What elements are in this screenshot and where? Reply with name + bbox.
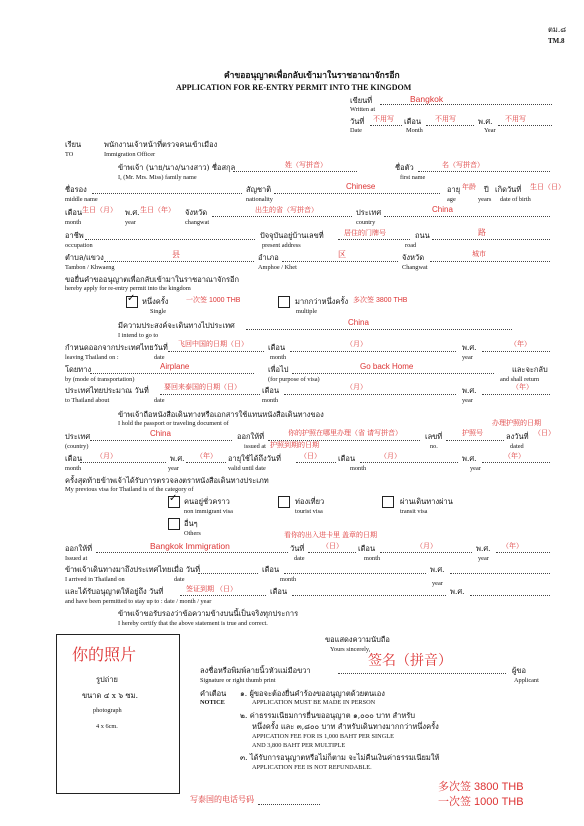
month-label-en: Month	[406, 127, 423, 134]
changwat-value[interactable]: 出生的省（写拼音）	[255, 207, 318, 214]
no-label-th: เลขที่	[425, 432, 443, 441]
photo-label-en: photograph	[93, 707, 122, 714]
road-label-en: road	[405, 242, 417, 249]
intend-line	[246, 329, 512, 330]
phone-note: 写泰国的电话号码	[190, 795, 254, 804]
certify-en: I hereby certify that the above statement is true and correct.	[118, 620, 268, 627]
officer-en: Immigration Officer	[104, 151, 156, 158]
apply-th: ขอยื่นคำขออนุญาตเพื่อกลับเข้ามาในราชอาณาจักรอีก	[65, 275, 240, 284]
return-about-en: to Thailand about	[65, 397, 110, 404]
issued2-month-value[interactable]: （月）	[416, 543, 437, 550]
permitted-value[interactable]: 签证到期	[186, 586, 214, 593]
issued2-year-line	[496, 552, 550, 553]
valid-year-line	[482, 462, 550, 463]
permitted-label-en: and have been permitted to stay up to : date / month / year	[65, 598, 212, 605]
changwat-label-th: จังหวัด	[185, 208, 208, 217]
single-label-en: Single	[150, 308, 167, 315]
issued2-date-label-en: date	[294, 555, 305, 562]
dated-value[interactable]: （日）	[534, 430, 555, 437]
date-label-th: วันที่	[350, 117, 365, 126]
passport-th: ข้าพเจ้าถือหนังสือเดินทางหรือเอกสารใช้แทนหนังสือเดินทางของ	[118, 410, 324, 419]
issued-at-label-th: ออกให้ที่	[237, 432, 265, 441]
pp-month-label-en: month	[65, 465, 82, 472]
nationality-line	[274, 193, 440, 194]
road-value[interactable]: 路	[478, 228, 486, 237]
first-name-value[interactable]: 名（写拼音）	[442, 162, 484, 169]
issued-at2-value[interactable]: Bangkok Immigration	[150, 541, 230, 551]
multiple-checkbox[interactable]	[278, 296, 290, 308]
birth-month-value[interactable]: 生日（月）	[82, 207, 117, 214]
no-value[interactable]: 护照号	[462, 430, 483, 437]
intend-label-th: มีความประสงค์จะเดินทางไปประเทศ	[118, 321, 235, 330]
nationality-label-th: สัญชาติ	[246, 185, 272, 194]
non-immigrant-label-en: non immigrant visa	[184, 508, 233, 515]
name-prefix-th: ข้าพเจ้า (นาย/นาง/นางสาว) ชื่อสกุล	[118, 163, 236, 172]
valid-value[interactable]: （日）	[300, 453, 321, 460]
pp-year-label-en: year	[168, 465, 179, 472]
birth-month-label-th: เดือน	[65, 208, 83, 217]
return-month-value[interactable]: （月）	[346, 384, 367, 391]
address-value[interactable]: 居住的门牌号	[344, 230, 386, 237]
notice1-en: APPLICATION MUST BE MADE IN PERSON	[252, 699, 376, 706]
arrived-year-label-en: year	[432, 580, 443, 587]
officer-th: พนักงานเจ้าหน้าที่ตรวจคนเข้าเมือง	[104, 140, 218, 149]
permitted-month-line	[292, 595, 446, 596]
issued2-date-value[interactable]: （日）	[322, 543, 343, 550]
expiry-note: 护照到期的日期	[270, 442, 319, 449]
changwat2-value[interactable]: 城市	[472, 251, 486, 258]
month-value[interactable]: 不用写	[435, 116, 456, 123]
return-date-label-th: ประเทศไทยประมาณ วันที่	[65, 386, 149, 395]
return-month-line	[284, 394, 456, 395]
phone-line[interactable]	[258, 804, 320, 805]
photo-size-th: ขนาด ๔ x ๖ ซม.	[82, 691, 138, 700]
years-label-en: years	[478, 196, 492, 203]
year-value[interactable]: 不用写	[505, 116, 526, 123]
occupation-label-th: อาชีพ	[65, 231, 84, 240]
leaving-label-en: leaving Thailand on :	[65, 354, 119, 361]
notice2-en: APPICATION FEE FOR IS 1,000 BAHT PER SINGLE	[252, 733, 394, 740]
issued2-month-label-en: month	[364, 555, 381, 562]
valid-year-label-en: year	[470, 465, 481, 472]
birth-year-label-th: พ.ศ.	[125, 208, 140, 217]
leaving-month-line	[290, 351, 456, 352]
signature-line[interactable]	[338, 673, 506, 674]
month-label-th: เดือน	[404, 117, 422, 126]
single-note: 一次签 1000 THB	[186, 297, 241, 304]
arrived-label-en: I arrived in Thailand on	[65, 576, 125, 583]
birth-year-label-en: year	[125, 219, 136, 226]
return-year-line	[482, 394, 550, 395]
return-year-label-th: พ.ศ.	[462, 386, 477, 395]
arrived-month-label-en: month	[280, 576, 297, 583]
pp-country-label-th: ประเทศ	[65, 432, 91, 441]
issued-at-label-en: issued at	[244, 443, 266, 450]
return-date-value[interactable]: 要回来泰国的日期（日）	[164, 384, 241, 391]
date-value[interactable]: 不用写	[373, 116, 394, 123]
country-value[interactable]: China	[432, 205, 453, 214]
notice-label-th: คำเตือน	[200, 689, 227, 698]
pp-month-label-th: เดือน	[65, 454, 83, 463]
occupation-line	[85, 239, 255, 240]
issued2-month-line	[380, 552, 472, 553]
amphoe-label-th: อำเภอ	[258, 253, 279, 262]
notice2b-th: หนึ่งครั้ง และ ๓,๘๐๐ บาท สำหรับเดินทางมากกว่าหนึ่งครั้ง	[252, 722, 439, 731]
title-th: คำขออนุญาตเพื่อกลับเข้ามาในราชอาณาจักรอีก	[224, 71, 400, 81]
amphoe-line	[282, 261, 398, 262]
purpose-label-en: (for purpose of visa)	[268, 376, 320, 383]
no-line	[446, 440, 504, 441]
changwat2-label-en: Changwat	[402, 264, 428, 271]
notice1-th: ๑. ผู้ขอจะต้องยื่นคำร้องขออนุญาตด้วยตนเอง	[240, 689, 385, 698]
middle-name-line	[92, 193, 242, 194]
address-label-en: present address	[262, 242, 301, 249]
year-label-th: พ.ศ.	[478, 117, 493, 126]
tourist-label-th: ท่องเที่ยว	[295, 497, 325, 506]
dob-label-en: date of birth	[500, 196, 531, 203]
issued2-month-label-th: เดือน	[358, 544, 376, 553]
form-code: TM.8	[548, 37, 565, 45]
apply-en: hereby apply for re-entry permit into the kingdom	[65, 285, 191, 292]
transit-label-th: ผ่านเดินทางผ่าน	[400, 497, 453, 506]
pp-year-line	[186, 462, 226, 463]
return-label-th: และจะกลับ	[512, 365, 548, 374]
valid-month-label-en: month	[350, 465, 367, 472]
transit-checkbox[interactable]	[382, 496, 394, 508]
applicant-label-th: ผู้ขอ	[512, 666, 527, 675]
by-value[interactable]: Airplane	[160, 362, 190, 371]
leaving-date-line	[168, 351, 264, 352]
photo-label-th: รูปถ่าย	[96, 675, 118, 684]
multiple-note: 多次签 3800 THB	[353, 297, 408, 304]
issued-at2-label-en: Issued at	[65, 555, 88, 562]
date-line	[370, 125, 402, 126]
years-label-th: ปี	[484, 185, 489, 194]
applicant-label-en: Applicant	[514, 677, 539, 684]
valid-year-value[interactable]: （年）	[504, 453, 525, 460]
age-label-en: age	[447, 196, 456, 203]
written-at-label-th: เขียนที่	[350, 96, 373, 105]
return-month-label-th: เดือน	[262, 386, 280, 395]
address-line	[338, 239, 410, 240]
changwat-label-en: changwat	[185, 219, 210, 226]
arrived-date-label-en: date	[174, 576, 185, 583]
return-year-value[interactable]: （年）	[512, 384, 533, 391]
multiple-label-en: multiple	[296, 308, 317, 315]
tambon-label-en: Tambon / Khwaeng	[65, 264, 115, 271]
occupation-label-en: occupation	[65, 242, 93, 249]
photo-label: 你的照片	[72, 647, 137, 664]
single-check-mark: ✓	[127, 293, 136, 304]
signature-label-en: Signature or right thumb print	[200, 677, 276, 684]
nationality-value[interactable]: Chinese	[346, 182, 376, 191]
valid-line	[296, 462, 336, 463]
notice2-th: ๒. ค่าธรรมเนียมการยื่นขออนุญาต ๑,๐๐๐ บาท สำหรับ	[240, 711, 416, 720]
fee-single: 一次签 1000 THB	[438, 796, 524, 808]
passport-date-note: 办理护照的日期	[492, 420, 541, 427]
pp-year-value[interactable]: （年）	[196, 453, 217, 460]
issued-at2-label-th: ออกให้ที่	[65, 544, 93, 553]
arrived-month-label-th: เดือน	[262, 565, 280, 574]
form-code-th: ตม.๘	[548, 25, 566, 34]
middle-name-label-th: ชื่อรอง	[65, 185, 87, 194]
road-label-th: ถนน	[415, 231, 430, 240]
return-date-label-en: date	[154, 397, 165, 404]
family-name-line	[233, 171, 357, 172]
issued-at2-line	[96, 552, 288, 553]
return-month-label-en: month	[262, 397, 279, 404]
born-label-th: เกิดวันที่	[495, 185, 522, 194]
arrived-year-label-th: พ.ศ.	[430, 565, 445, 574]
leaving-year-label-th: พ.ศ.	[462, 343, 477, 352]
date-label-en: Date	[350, 127, 362, 134]
age-value[interactable]: 年龄	[462, 184, 476, 191]
yours-th: ขอแสดงความนับถือ	[325, 635, 390, 644]
multiple-label-th: มากกว่าหนึ่งครั้ง	[295, 297, 349, 306]
others-checkbox[interactable]	[168, 518, 180, 530]
by-line	[90, 373, 254, 374]
permitted-date-value[interactable]: （日）	[216, 586, 237, 593]
return-year-label-en: year	[462, 397, 473, 404]
changwat2-label-th: จังหวัด	[402, 253, 425, 262]
to-label-en: TO	[65, 151, 74, 158]
others-label-th: อื่นๆ	[184, 519, 198, 528]
pp-year-label-th: พ.ศ.	[170, 454, 185, 463]
tambon-label-th: ตำบล/แขวง	[65, 253, 104, 262]
leaving-year-label-en: year	[462, 354, 473, 361]
others-label-en: Others	[184, 530, 201, 537]
tourist-label-en: tourist visa	[295, 508, 323, 515]
tambon-value[interactable]: 县	[172, 250, 180, 259]
amphoe-label-en: Amphoe / Khet	[258, 264, 297, 271]
pp-country-line	[90, 440, 232, 441]
dated-label-en: dated	[510, 443, 524, 450]
permitted-date-line	[180, 595, 266, 596]
tambon-line	[104, 261, 254, 262]
signature-note: 签名（拼音）	[368, 652, 452, 668]
leaving-label-th: กำหนดออกจากประเทศไทยวันที่	[65, 343, 168, 352]
written-at-label-en: Written at	[350, 106, 376, 113]
birth-year-value[interactable]: 生日（年）	[140, 207, 175, 214]
valid-month-value[interactable]: （月）	[380, 453, 401, 460]
return-date-line	[160, 394, 260, 395]
amphoe-value[interactable]: 区	[338, 250, 346, 259]
entry-stamp-note: 看你的出入进卡里 盖章的日期	[284, 532, 377, 539]
changwat-line	[212, 216, 352, 217]
issued2-date-label-th: วันที่	[290, 544, 305, 553]
issued2-year-label-en: year	[478, 555, 489, 562]
issued-at-value[interactable]: 你的护照在哪里办理（省 请写拼音）	[288, 430, 402, 437]
by-label-th: โดยทาง	[65, 365, 92, 374]
transit-label-en: transit visa	[400, 508, 428, 515]
leaving-month-label-th: เดือน	[268, 343, 286, 352]
valid-label-en: valid until date	[228, 465, 266, 472]
address-label-th: ปัจจุบันอยู่บ้านเลขที่	[260, 231, 324, 240]
signature-label-th: ลงชื่อหรือพิมพ์ลายนิ้วหัวแม่มือขวา	[200, 666, 311, 675]
to-label-th: เรียน	[65, 140, 82, 149]
changwat2-line	[430, 261, 550, 262]
purpose-label-th: เพื่อไป	[268, 365, 289, 374]
leaving-month-label-en: month	[270, 354, 287, 361]
permitted-month-label-th: เดือน	[270, 587, 288, 596]
middle-name-label-en: middle name	[65, 196, 98, 203]
photo-size-en: 4 x 6cm.	[96, 723, 118, 730]
permitted-year-line	[470, 595, 550, 596]
born-value[interactable]: 生日（日）	[530, 184, 565, 191]
written-at-value[interactable]: Bangkok	[410, 94, 444, 104]
valid-month-label-th: เดือน	[338, 454, 356, 463]
leaving-date-value[interactable]: 飞回中国的日期（日）	[178, 341, 248, 348]
first-name-line	[418, 171, 550, 172]
country-label-th: ประเทศ	[356, 208, 382, 217]
title-en: APPLICATION FOR RE-ENTRY PERMIT INTO THE KINGDOM	[176, 83, 412, 92]
leaving-month-value[interactable]: （月）	[346, 341, 367, 348]
pp-country-label-en: (country)	[65, 443, 89, 450]
prev-visa-en: My previous visa for Thailand is of the category of	[65, 486, 194, 493]
written-at-line	[380, 104, 552, 105]
road-line	[432, 239, 550, 240]
name-prefix-en: I, (Mr. Mrs. Miss) family name	[118, 174, 197, 181]
issued2-date-line	[308, 552, 356, 553]
non-immigrant-check-mark: ✓	[169, 493, 178, 504]
prev-visa-th: ครั้งสุดท้ายข้าพเจ้าได้รับการตรวจลงตราหนังสือเดินทางประเภท	[65, 476, 269, 485]
year-line	[498, 125, 552, 126]
pp-month-line	[80, 462, 166, 463]
issued2-year-value[interactable]: （年）	[502, 543, 523, 550]
certify-th: ข้าพเจ้าขอรับรองว่าข้อความข้างบนนี้เป็นจริงทุกประการ	[118, 609, 299, 618]
month-line	[426, 125, 474, 126]
leaving-date-label-en: date	[154, 354, 165, 361]
purpose-value[interactable]: Go back Home	[360, 362, 414, 371]
passport-en: I hold the passport or traveling document of	[118, 420, 229, 427]
non-immigrant-label-th: คนอยู่ชั่วคราว	[184, 497, 230, 506]
notice3-en: APPLICATION FEE IS NOT REFUNDABLE.	[252, 764, 372, 771]
age-label-th: อายุ	[447, 185, 461, 194]
issued-at-line	[268, 440, 420, 441]
notice3-th: ๓. ได้รับการอนุญาตหรือไม่ก็ตาม จะไม่คืนเงินค่าธรรมเนียมให้	[240, 753, 440, 762]
year-label-en: Year	[484, 127, 496, 134]
arrived-date-line	[198, 573, 258, 574]
issued2-year-label-th: พ.ศ.	[476, 544, 491, 553]
fee-multiple: 多次签 3800 THB	[438, 781, 524, 793]
single-label-th: หนึ่งครั้ง	[142, 297, 169, 306]
nationality-label-en: nationality	[246, 196, 273, 203]
no-label-en: no.	[430, 443, 438, 450]
arrived-year-line	[450, 573, 550, 574]
notice-label-en: NOTICE	[200, 699, 225, 706]
tourist-checkbox[interactable]	[278, 496, 290, 508]
valid-month-line	[360, 462, 458, 463]
arrived-month-line	[284, 573, 426, 574]
family-name-value[interactable]: 姓（写拼音）	[285, 162, 327, 169]
notice2b-en: AND 3,800 BAHT PER MULTIPLE	[252, 742, 346, 749]
permitted-year-label-th: พ.ศ.	[450, 587, 465, 596]
by-label-en: by (mode of transportation)	[65, 376, 135, 383]
yours-en: Yours sincerely,	[330, 646, 371, 653]
first-name-label-th: ชื่อตัว	[395, 163, 414, 172]
intend-value[interactable]: China	[348, 318, 369, 327]
intend-label-en: I intend to go to	[118, 332, 159, 339]
leaving-year-line	[482, 351, 550, 352]
first-name-label-en: first name	[400, 174, 426, 181]
return-label-en: and shall return	[500, 376, 540, 383]
country-line	[384, 216, 550, 217]
dated-label-th: ลงวันที่	[506, 432, 529, 441]
pp-country-value[interactable]: China	[150, 429, 171, 438]
pp-month-value[interactable]: （月）	[96, 453, 117, 460]
valid-label-th: อายุใช้ได้ถึงวันที่	[228, 454, 281, 463]
valid-year-label-th: พ.ศ.	[462, 454, 477, 463]
country-label-en: country	[356, 219, 376, 226]
birth-month-label-en: month	[65, 219, 82, 226]
permitted-label-th: และได้รับอนุญาตให้อยู่ถึง วันที่	[65, 587, 164, 596]
purpose-line	[292, 373, 494, 374]
leaving-year-value[interactable]: （年）	[510, 341, 531, 348]
arrived-label-th: ข้าพเจ้าเดินทางมาถึงประเทศไทยเมื่อ วันที่	[65, 565, 201, 574]
